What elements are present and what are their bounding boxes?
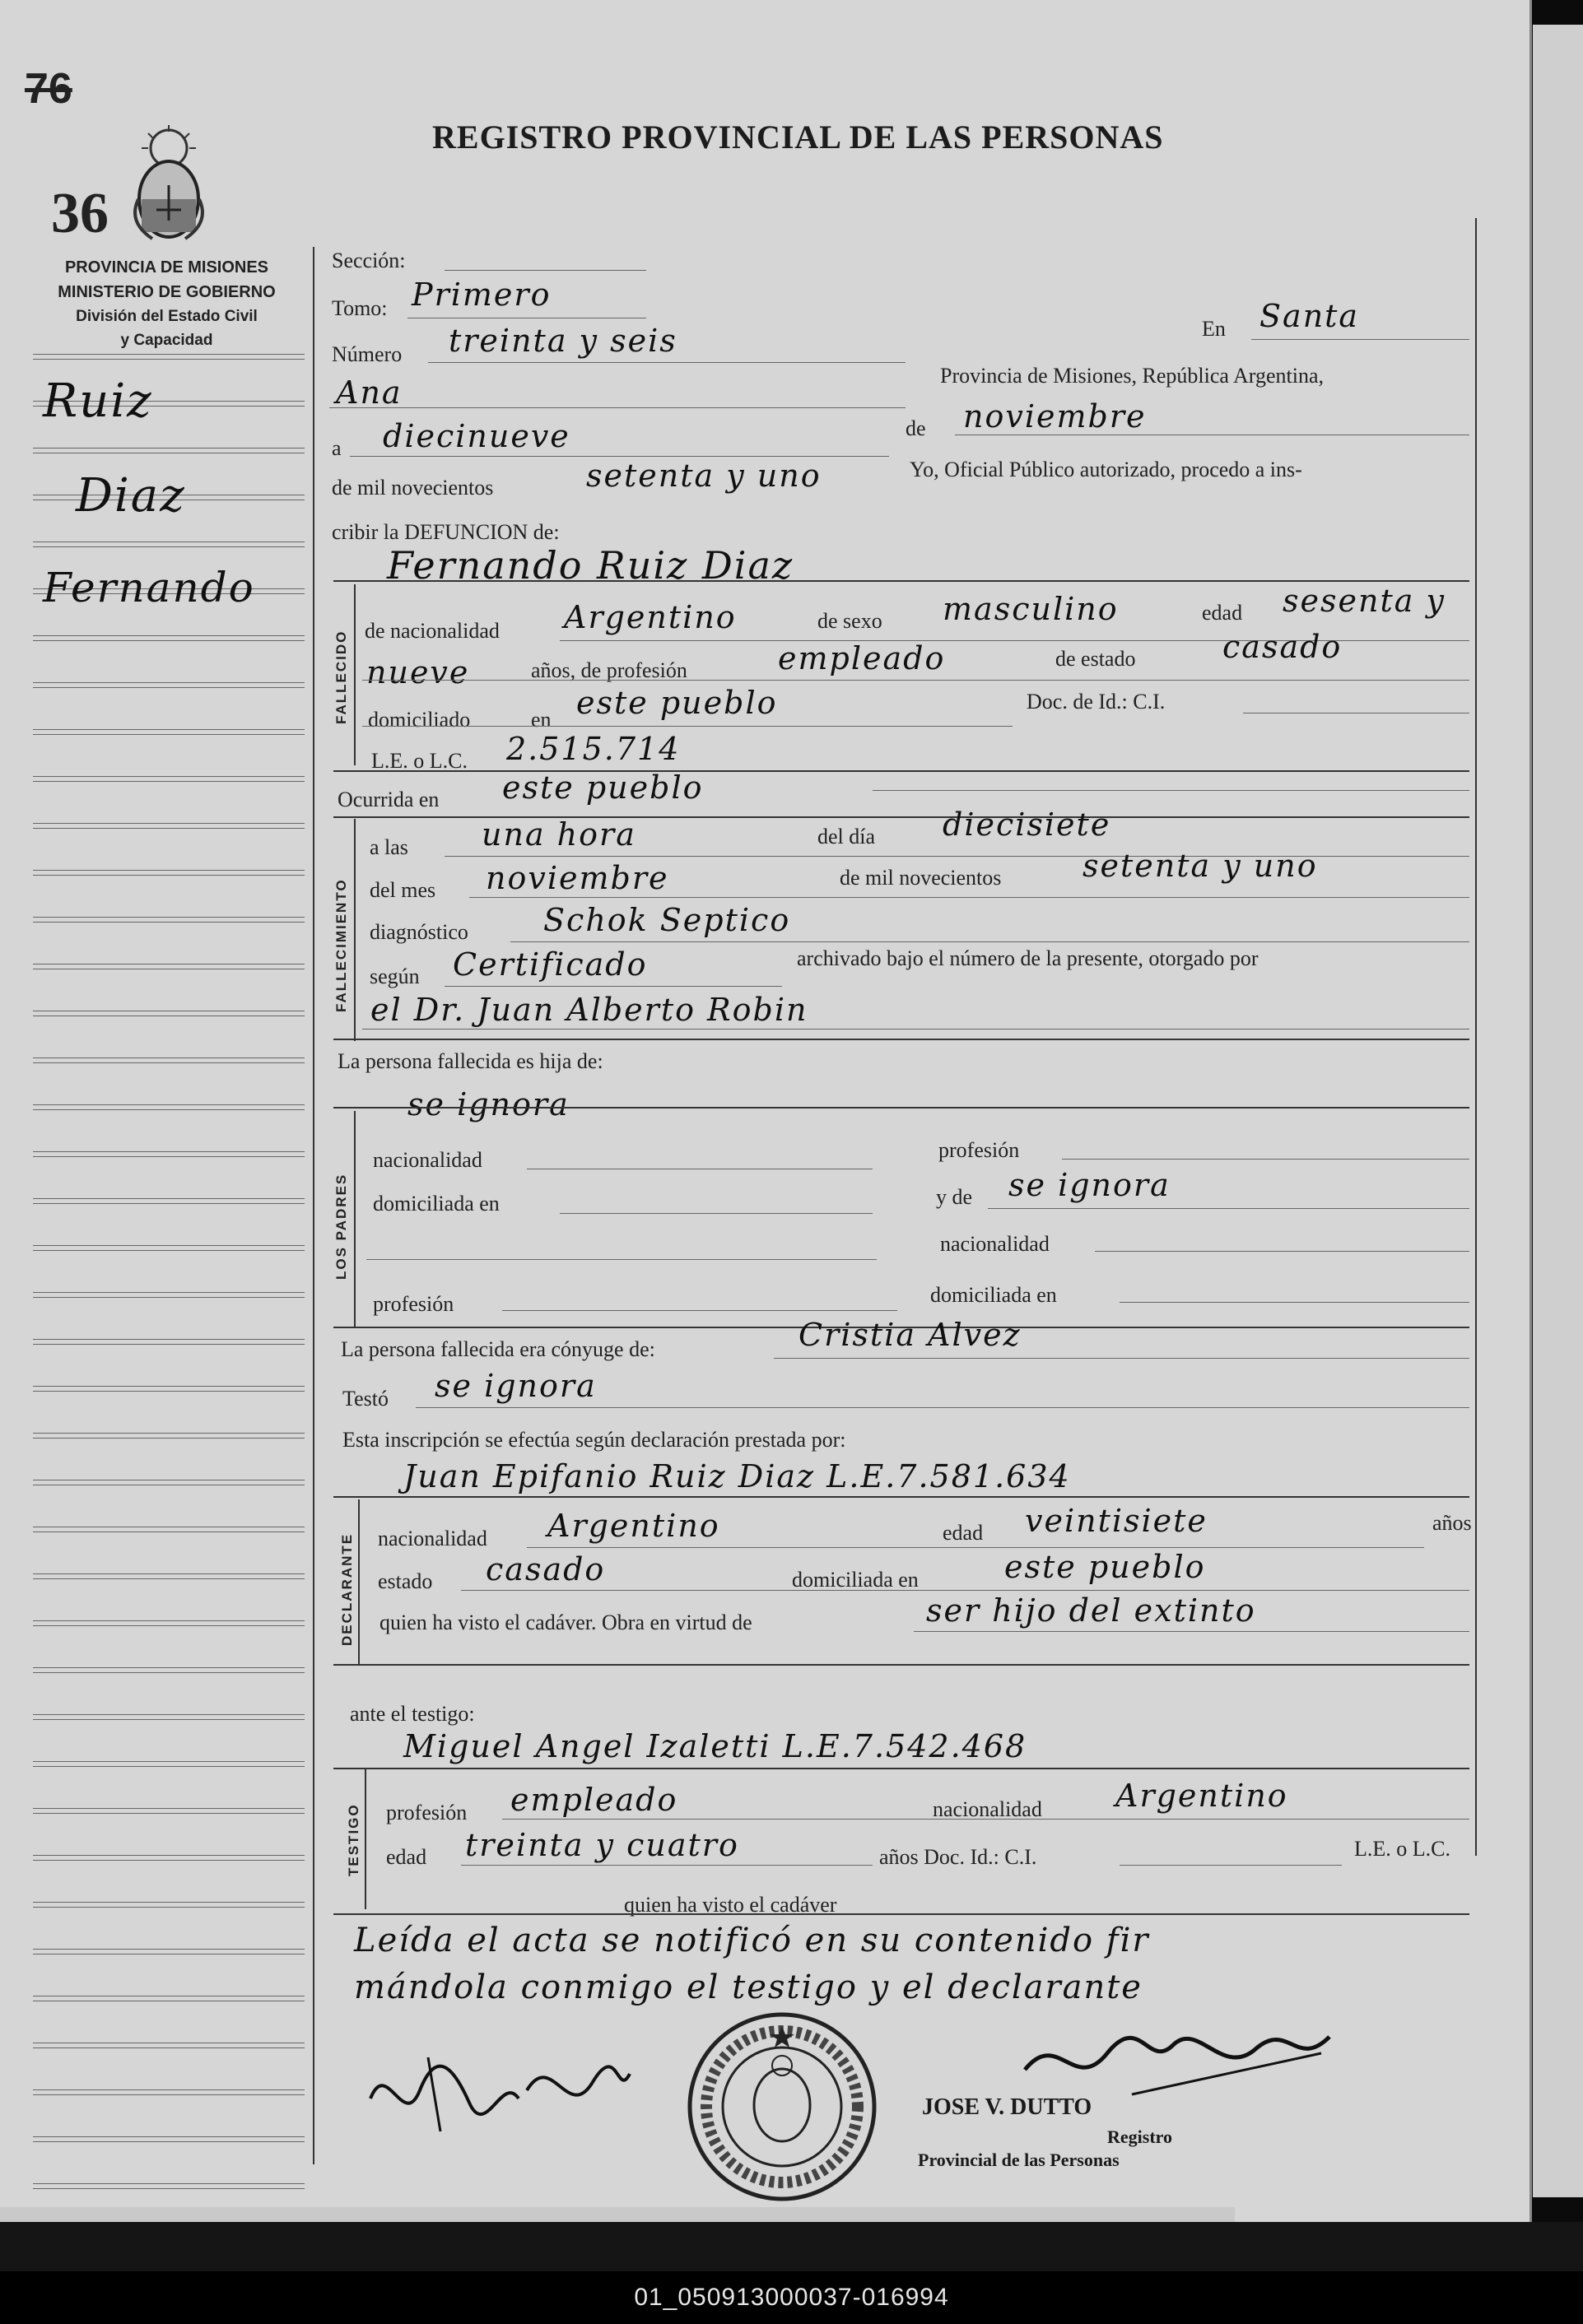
value-estado-civil: casado (1222, 629, 1343, 665)
value-diagnostico: Schok Septico (543, 902, 791, 938)
margin-rule-line (33, 1057, 305, 1058)
file-id: 01_050913000037-016994 (634, 2284, 949, 2311)
margin-rule-line (33, 1151, 305, 1152)
label-de-mil: de mil novecientos (332, 476, 494, 500)
agency-block (25, 255, 309, 352)
margin-rule-line (33, 922, 305, 923)
registrar-stamp-name: JOSE V. DUTTO (922, 2094, 1092, 2120)
value-domicilio: este pueblo (576, 685, 778, 721)
margin-rule-line (33, 1902, 305, 1903)
margin-rule-line (33, 875, 305, 876)
value-en: Santa (1259, 298, 1360, 334)
label-de-mil-fallecimiento: de mil novecientos (840, 866, 1002, 890)
label-domicilio-en: en (531, 708, 552, 732)
value-padre: se ignora (407, 1086, 570, 1122)
label-numero: Número (332, 342, 403, 366)
margin-rule-line (33, 687, 305, 688)
margin-rule-line (33, 1907, 305, 1908)
margin-rule-line (33, 1766, 305, 1767)
label-testo: Testó (342, 1387, 389, 1411)
label-declarante-anos: años (1432, 1511, 1472, 1535)
label-declarante-estado: estado (378, 1569, 433, 1593)
old-folio-number: 76 (25, 65, 72, 113)
label-nacionalidad-fallecido: de nacionalidad (365, 619, 500, 643)
margin-rule-line (33, 1719, 305, 1720)
value-anio: setenta y uno (586, 458, 822, 494)
value-profesion-fallecido: empleado (778, 640, 946, 676)
margin-rule-line (33, 870, 305, 871)
value-declarante-domicilio: este pueblo (1004, 1549, 1206, 1585)
margin-rule-line (33, 1855, 305, 1856)
section-declarante: DECLARANTE (339, 1532, 355, 1646)
label-archivado: archivado bajo el número de la presente, otorgado por (797, 946, 1259, 970)
label-ocurrida-en: Ocurrida en (338, 788, 440, 811)
note-line-2: mándola conmigo el testigo y el declarante (354, 1968, 1143, 2006)
page-title: REGISTRO PROVINCIAL DE LAS PERSONAS (432, 119, 1164, 156)
label-madre-domiciliada: domiciliada en (930, 1283, 1057, 1307)
margin-surname-1: Ruiz (43, 374, 153, 428)
label-del-mes: del mes (370, 878, 436, 902)
value-edad-1: sesenta y (1283, 583, 1446, 619)
label-a: a (332, 436, 342, 460)
value-nacionalidad-fallecido: Argentino (564, 599, 737, 635)
label-doc-id: Doc. de Id.: C.I. (1027, 690, 1166, 713)
declarant-signature (362, 2041, 634, 2140)
margin-rule-line (33, 1297, 305, 1298)
paper-edge (0, 2207, 1235, 2222)
margin-rule-line (33, 1245, 305, 1246)
folio-number: 36 (51, 182, 109, 245)
margin-rule-line (33, 1808, 305, 1809)
margin-rule-line (33, 2094, 305, 2095)
value-le-fallecido: 2.515.714 (506, 731, 681, 767)
margin-rule-line (33, 1292, 305, 1293)
label-en: En (1202, 317, 1226, 341)
value-dia-fallecimiento: diecisiete (943, 806, 1111, 843)
label-conyuge: La persona fallecida era cónyuge de: (341, 1337, 655, 1361)
value-testigo: Miguel Angel Izaletti L.E.7.542.468 (403, 1728, 1027, 1764)
label-padre-profesion: profesión (938, 1138, 1020, 1162)
value-declarante: Juan Epifanio Ruiz Diaz L.E.7.581.634 (403, 1458, 1071, 1494)
section-los-padres: LOS PADRES (333, 1173, 349, 1280)
margin-rule-line (33, 1344, 305, 1345)
margin-rule-line (33, 546, 305, 547)
coat-of-arms-icon (123, 123, 214, 245)
label-declarante-domiciliada: domiciliada en (792, 1568, 919, 1592)
file-id-bar (0, 2271, 1583, 2324)
margin-rule-line (33, 823, 305, 824)
label-diagnostico: diagnóstico (370, 920, 468, 944)
value-madre: se ignora (1008, 1167, 1171, 1203)
margin-rule-line (33, 917, 305, 918)
label-hija-de: La persona fallecida es hija de: (338, 1049, 603, 1073)
margin-rule-line (33, 1156, 305, 1157)
margin-rule-line (33, 1578, 305, 1579)
value-numero: treinta y seis (449, 323, 677, 359)
label-segun: según (370, 964, 420, 988)
margin-rule-line (33, 1391, 305, 1392)
label-testigo-anos-doc: años Doc. Id.: C.I. (879, 1845, 1037, 1869)
section-testigo: TESTIGO (346, 1803, 361, 1876)
margin-rule-line (33, 729, 305, 730)
label-testigo-profesion: profesión (386, 1801, 468, 1824)
margin-rule-line (33, 1109, 305, 1110)
value-mes-fallecimiento: noviembre (486, 860, 669, 896)
label-provincia: Provincia de Misiones, República Argentina, (940, 364, 1324, 388)
margin-rule-line (33, 734, 305, 735)
margin-rule-line (33, 2141, 305, 2142)
label-ante-testigo: ante el testigo: (350, 1702, 475, 1726)
label-yo: Yo, Oficial Público autorizado, procedo a ins- (910, 458, 1302, 481)
value-ocurrida: este pueblo (502, 769, 704, 806)
margin-rule-line (33, 781, 305, 782)
value-testigo-nacionalidad: Argentino (1115, 1778, 1288, 1814)
scan-background (0, 2222, 1583, 2271)
value-declarante-nacionalidad: Argentino (547, 1508, 720, 1544)
value-segun: Certificado (453, 946, 648, 983)
margin-rule-line (33, 635, 305, 636)
value-declarante-edad: veintisiete (1025, 1503, 1208, 1539)
value-declarante-vinculo: ser hijo del extinto (926, 1592, 1256, 1629)
label-inscripcion: Esta inscripción se efectúa según declaración prestada por: (342, 1428, 846, 1452)
margin-rule-line (33, 2047, 305, 2048)
margin-rule-line (33, 828, 305, 829)
value-sexo: masculino (943, 591, 1119, 627)
label-anos-profesion: años, de profesión (531, 658, 687, 682)
margin-rule-line (33, 1339, 305, 1340)
label-y-de: y de (936, 1185, 973, 1209)
agency-line: MINISTERIO DE GOBIERNO (58, 283, 276, 301)
label-del-dia: del día (817, 825, 876, 848)
label-domiciliado: domiciliado (368, 708, 471, 732)
label-declarante-nacionalidad: nacionalidad (378, 1527, 487, 1550)
margin-rule-line (33, 1203, 305, 1204)
agency-line: División del Estado Civil (76, 308, 258, 325)
margin-rule-line (33, 448, 305, 449)
margin-rule-line (33, 1433, 305, 1434)
section-fallecimiento: FALLECIMIENTO (333, 878, 349, 1012)
margin-rule-line (33, 1860, 305, 1861)
margin-rule-line (33, 359, 305, 360)
margin-rule-line (33, 1949, 305, 1950)
margin-rule-line (33, 2183, 305, 2184)
margin-surname-2: Diaz (76, 469, 186, 523)
margin-rule-line (33, 1813, 305, 1814)
margin-rule-line (33, 1386, 305, 1387)
value-hora: una hora (482, 816, 636, 853)
label-testigo-le-lc: L.E. o L.C. (1354, 1837, 1450, 1861)
label-estado-civil: de estado (1055, 647, 1136, 671)
label-testigo-edad: edad (386, 1845, 427, 1869)
value-conyuge: Cristia Alvez (798, 1317, 1022, 1353)
value-testigo-edad: treinta y cuatro (465, 1827, 739, 1863)
label-quien-ha-visto: quien ha visto el cadáver. Obra en virtud de (379, 1611, 752, 1634)
margin-rule-line (33, 2136, 305, 2137)
margin-rule-line (33, 1062, 305, 1063)
label-padre-domiciliada: domiciliada en (373, 1192, 500, 1215)
margin-rule-line (33, 2188, 305, 2189)
margin-rule-line (33, 640, 305, 641)
label-le-lc: L.E. o L.C. (371, 749, 468, 773)
agency-line: PROVINCIA DE MISIONES (64, 258, 269, 277)
label-a-las: a las (370, 835, 408, 859)
value-testo: se ignora (435, 1368, 597, 1404)
label-seccion: Sección: (332, 249, 406, 272)
label-sexo: de sexo (817, 609, 882, 633)
label-de: de (906, 416, 926, 440)
value-testigo-profesion: empleado (510, 1782, 678, 1818)
margin-rule-line (33, 541, 305, 542)
margin-rule-line (33, 682, 305, 683)
value-medico: el Dr. Juan Alberto Robin (370, 992, 808, 1028)
value-declarante-estado: casado (486, 1551, 606, 1587)
margin-rule-line (33, 1104, 305, 1105)
label-testigo-nacionalidad: nacionalidad (933, 1797, 1042, 1821)
margin-rule-line (33, 1714, 305, 1715)
margin-rule-line (33, 2089, 305, 2090)
note-line-1: Leída el acta se notificó en su contenido fir (354, 1922, 1150, 1959)
value-dia: diecinueve (383, 418, 570, 454)
margin-rule-line (33, 1620, 305, 1621)
section-fallecido: FALLECIDO (333, 630, 349, 724)
value-tomo: Primero (412, 277, 552, 313)
label-testigo-visto: quien ha visto el cadáver (624, 1893, 837, 1917)
label-tomo: Tomo: (332, 296, 388, 320)
margin-rule-line (33, 776, 305, 777)
label-padre-profesion-2: profesión (373, 1292, 454, 1316)
margin-given-name: Fernando (43, 564, 255, 611)
registrar-stamp-office: Provincial de las Personas (918, 2150, 1120, 2170)
margin-rule-line (33, 1667, 305, 1668)
margin-rule-line (33, 354, 305, 355)
margin-rule-line (33, 1250, 305, 1251)
label-edad: edad (1202, 601, 1243, 625)
value-nombre-fallecido: Fernando Ruiz Diaz (387, 543, 794, 588)
margin-rule-line (33, 1625, 305, 1626)
official-seal (675, 2008, 889, 2205)
agency-line: y Capacidad (120, 332, 213, 349)
facing-page-edge (1533, 25, 1583, 2197)
margin-rule-line (33, 1573, 305, 1574)
margin-rule-line (33, 1438, 305, 1439)
margin-rule-line (33, 1761, 305, 1762)
value-edad-2: nueve (366, 654, 470, 690)
label-madre-nacionalidad: nacionalidad (940, 1232, 1050, 1256)
label-declarante-edad: edad (943, 1521, 984, 1545)
registrar-stamp-title: Registro (1107, 2126, 1173, 2147)
label-padre-nacionalidad: nacionalidad (373, 1148, 482, 1172)
value-mes: noviembre (963, 398, 1147, 435)
value-ana: Ana (336, 374, 403, 411)
margin-rule-line (33, 1672, 305, 1673)
margin-rule-line (33, 1198, 305, 1199)
value-anio-fallecimiento: setenta y uno (1082, 848, 1318, 884)
label-cribir: cribir la DEFUNCION de: (332, 520, 560, 544)
